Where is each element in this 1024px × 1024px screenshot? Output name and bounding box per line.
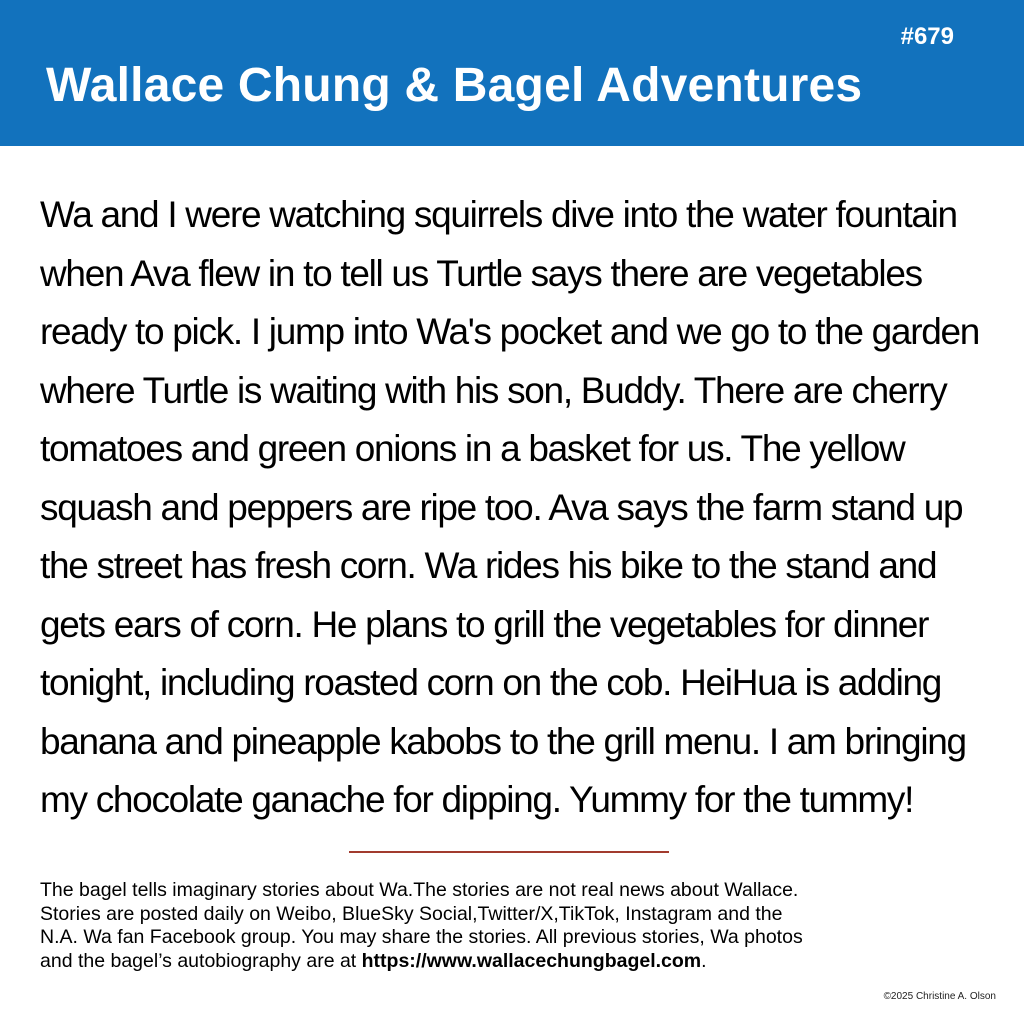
story-line: when Ava flew in to tell us Turtle says there are vegetables [40, 252, 922, 294]
footer-line: N.A. Wa fan Facebook group. You may share the stories. All previous stories, Wa photos [40, 926, 803, 948]
story-line: tonight, including roasted corn on the cob. HeiHua is adding [40, 662, 942, 703]
story-line: ready to pick. I jump into Wa's pocket and we go to the garden [40, 311, 980, 352]
story-line: Wa and I were watching squirrels dive into the water fountain [40, 194, 957, 235]
story-line: my chocolate ganache for dipping. Yummy for the tummy! [40, 779, 914, 820]
website-link[interactable]: https://www.wallacechungbagel.com [361, 949, 702, 972]
story-line: gets ears of corn. He plans to grill the vegetables for dinner [40, 603, 929, 645]
page-title: Wallace Chung & Bagel Adventures [46, 59, 863, 112]
header-banner [0, 0, 1024, 146]
story-line: banana and pineapple kabobs to the grill menu. I am bringing [40, 720, 966, 762]
story-line: where Turtle is waiting with his son, Buddy. There are cherry [40, 369, 947, 411]
story-text [40, 186, 1010, 830]
story-line: the street has fresh corn. Wa rides his bike to the stand and [40, 545, 937, 586]
footer-notice [40, 879, 1000, 973]
footer-line-prefix: and the bagel’s autobiography are at [40, 949, 362, 972]
story-line: tomatoes and green onions in a basket for us. The yellow [40, 428, 905, 469]
story-line: squash and peppers are ripe too. Ava says the farm stand up [40, 486, 963, 528]
footer-line: Stories are posted daily on Weibo, BlueSky Social,Twitter/X,TikTok, Instagram and the [40, 902, 783, 925]
footer-line-suffix: . [701, 949, 707, 972]
footer-line-last [40, 950, 1000, 974]
footer-line: The bagel tells imaginary stories about Wa.The stories are not real news about Wallace. [40, 879, 799, 901]
issue-number: #679 [900, 23, 954, 50]
divider-line [349, 851, 669, 853]
copyright-notice: ©2025 Christine A. Olson [883, 991, 996, 1002]
